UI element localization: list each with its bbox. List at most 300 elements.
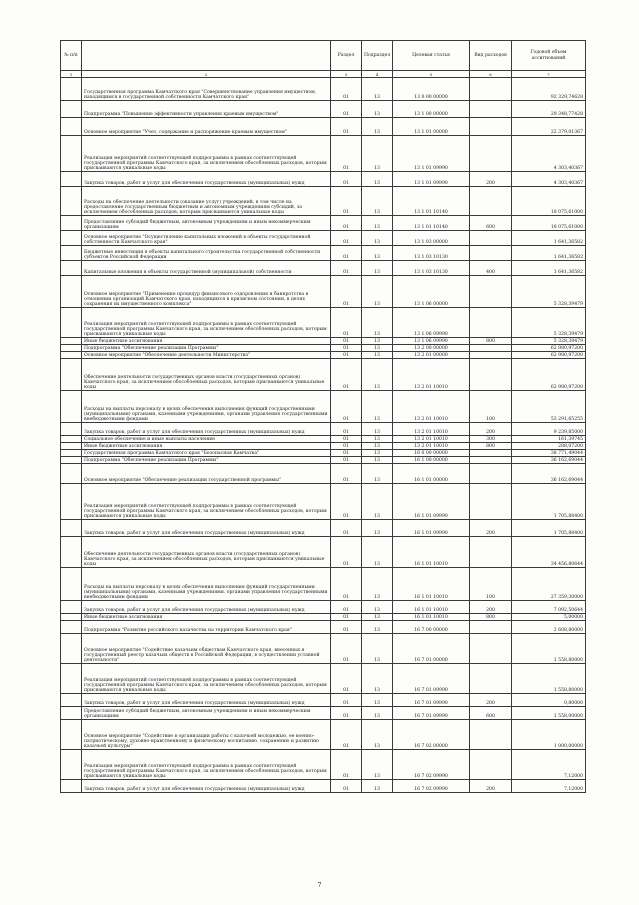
table-row (61, 780, 586, 793)
row-podrazdel-cell: 13 (362, 601, 393, 614)
row-target-cell: 13 2 01 10010 (393, 436, 470, 443)
row-target-cell: 16 1 01 00000 (393, 464, 470, 484)
row-target-cell: 13 2 01 10010 (393, 359, 470, 391)
row-razdel-cell: 01 (331, 359, 362, 391)
row-target-cell: 13 2 00 00000 (393, 345, 470, 352)
row-razdel-cell: 01 (331, 345, 362, 352)
row-podrazdel-cell: 13 (362, 520, 393, 537)
row-podrazdel-cell: 13 (362, 436, 393, 443)
row-vid-cell (470, 464, 512, 484)
row-number-cell (61, 484, 82, 520)
row-name-cell: Основное мероприятие "Учет, содержание и распоряжение краевым имуществом" (82, 118, 331, 136)
row-vid-cell (470, 118, 512, 136)
row-razdel-cell: 01 (331, 391, 362, 423)
row-razdel-cell: 01 (331, 568, 362, 601)
row-target-cell: 13 1 01 10140 (393, 216, 470, 231)
header-podrazdel: Подраздел (362, 41, 393, 71)
table-row (61, 457, 586, 464)
row-number-cell (61, 308, 82, 338)
row-target-cell: 13 1 06 00000 (393, 276, 470, 308)
table-row (61, 187, 586, 216)
column-number-row (61, 71, 586, 78)
table-row (61, 276, 586, 308)
row-name-cell: Реализация мероприятий соответствующей подпрограммы в рамках соответствующей государственной программы Камчатского края, за исключением обособленных расходов, которым присваиваются уникальные коды (82, 664, 331, 694)
row-sum-cell: 34 456,80644 (512, 537, 586, 568)
row-number-cell (61, 707, 82, 720)
row-vid-cell: 400 (470, 261, 512, 276)
row-podrazdel-cell: 13 (362, 78, 393, 101)
row-sum-cell: 161,39745 (512, 436, 586, 443)
row-podrazdel-cell: 13 (362, 261, 393, 276)
row-sum-cell: 29 348,77428 (512, 101, 586, 118)
column-number: 1 (61, 71, 82, 78)
row-target-cell: 13 1 06 09990 (393, 308, 470, 338)
column-number: 2 (82, 71, 331, 78)
table-row (61, 443, 586, 450)
row-target-cell: 16 1 01 10010 (393, 601, 470, 614)
row-vid-cell (470, 621, 512, 634)
row-number-cell (61, 231, 82, 246)
row-number-cell (61, 450, 82, 457)
row-podrazdel-cell: 13 (362, 352, 393, 359)
row-razdel-cell: 01 (331, 436, 362, 443)
row-vid-cell (470, 78, 512, 101)
row-number-cell (61, 720, 82, 750)
row-razdel-cell: 01 (331, 423, 362, 436)
row-vid-cell: 100 (470, 391, 512, 423)
table-row (61, 537, 586, 568)
row-number-cell (61, 345, 82, 352)
row-sum-cell: 7,12000 (512, 750, 586, 780)
row-name-cell: Основное мероприятие "Содействие казачьим обществам Камчатского края, внесенных в государственный реестр казачьих обществ в Российской Федерации, в осуществлении уставной деятельности" (82, 634, 331, 664)
row-sum-cell: 0,80000 (512, 694, 586, 707)
row-podrazdel-cell: 13 (362, 187, 393, 216)
row-vid-cell: 200 (470, 172, 512, 187)
row-number-cell (61, 614, 82, 621)
row-number-cell (61, 78, 82, 101)
row-number-cell (61, 664, 82, 694)
row-vid-cell: 200 (470, 780, 512, 793)
table-row (61, 246, 586, 261)
row-podrazdel-cell: 13 (362, 136, 393, 172)
row-vid-cell (470, 101, 512, 118)
row-razdel-cell: 01 (331, 621, 362, 634)
table-row (61, 664, 586, 694)
row-name-cell: Основное мероприятие "Применение процедур финансового оздоровления и банкротства в отношении организаций Камчатского края, находящихся в кризисном состоянии, в целях сохранения их имущественного комплекса" (82, 276, 331, 308)
row-vid-cell: 800 (470, 443, 512, 450)
row-razdel-cell: 01 (331, 338, 362, 345)
table-row (61, 359, 586, 391)
row-vid-cell (470, 308, 512, 338)
row-sum-cell: 62 980,97200 (512, 359, 586, 391)
row-number-cell (61, 136, 82, 172)
row-razdel-cell: 01 (331, 537, 362, 568)
row-target-cell: 16 7 01 00000 (393, 634, 470, 664)
column-number: 6 (470, 71, 512, 78)
row-razdel-cell: 01 (331, 443, 362, 450)
row-razdel-cell: 01 (331, 484, 362, 520)
row-name-cell: Закупка товаров, работ и услуг для обеспечения государственных (муниципальных) нужд (82, 601, 331, 614)
row-sum-cell: 2 608,80000 (512, 621, 586, 634)
row-name-cell: Реализация мероприятий соответствующей подпрограммы в рамках соответствующей государственной программы Камчатского края, за исключением обособленных расходов, которым присваиваются уникальные коды (82, 136, 331, 172)
row-vid-cell (470, 750, 512, 780)
row-podrazdel-cell: 13 (362, 359, 393, 391)
column-number: 5 (393, 71, 470, 78)
row-sum-cell: 1 641,36582 (512, 231, 586, 246)
row-name-cell: Подпрограмма "Повышение эффективности управления краевым имуществом" (82, 101, 331, 118)
header-name (82, 41, 331, 71)
row-podrazdel-cell: 13 (362, 621, 393, 634)
row-razdel-cell: 01 (331, 457, 362, 464)
row-podrazdel-cell: 13 (362, 246, 393, 261)
row-podrazdel-cell: 13 (362, 231, 393, 246)
row-name-cell: Реализация мероприятий соответствующей подпрограммы в рамках соответствующей государственной программы Камчатского края, за исключением обособленных расходов, которым присваиваются уникальные коды (82, 308, 331, 338)
row-razdel-cell: 01 (331, 352, 362, 359)
row-podrazdel-cell: 13 (362, 423, 393, 436)
row-razdel-cell: 01 (331, 118, 362, 136)
row-target-cell: 13 1 01 00000 (393, 118, 470, 136)
row-name-cell: Подпрограмма "Обеспечение реализации Программы" (82, 457, 331, 464)
row-razdel-cell: 01 (331, 664, 362, 694)
row-podrazdel-cell: 13 (362, 450, 393, 457)
row-number-cell (61, 423, 82, 436)
row-target-cell: 16 7 01 09990 (393, 664, 470, 694)
row-target-cell: 16 0 00 00000 (393, 450, 470, 457)
row-number-cell (61, 352, 82, 359)
row-razdel-cell: 01 (331, 707, 362, 720)
row-vid-cell: 100 (470, 568, 512, 601)
table-row (61, 345, 586, 352)
row-sum-cell: 4 303,40367 (512, 172, 586, 187)
row-target-cell: 16 1 00 00000 (393, 457, 470, 464)
row-sum-cell: 36 162,69044 (512, 457, 586, 464)
table-row (61, 621, 586, 634)
header-sum: Годовой объем ассигнований (512, 41, 586, 71)
row-number-cell (61, 187, 82, 216)
row-sum-cell: 5 328,39479 (512, 308, 586, 338)
row-name-cell: Предоставление субсидий бюджетным, автономным учреждениям и иным некоммерческим организациям (82, 216, 331, 231)
table-row (61, 720, 586, 750)
row-sum-cell: 7,12000 (512, 780, 586, 793)
row-sum-cell: 1 558,00000 (512, 707, 586, 720)
row-podrazdel-cell: 13 (362, 780, 393, 793)
table-row (61, 172, 586, 187)
row-podrazdel-cell: 13 (362, 614, 393, 621)
row-target-cell: 13 2 01 10010 (393, 423, 470, 436)
table-row (61, 352, 586, 359)
table-row (61, 464, 586, 484)
row-podrazdel-cell: 13 (362, 172, 393, 187)
row-name-cell: Иные бюджетные ассигнования (82, 338, 331, 345)
row-number-cell (61, 101, 82, 118)
row-sum-cell: 18 075,61000 (512, 187, 586, 216)
row-target-cell: 16 7 02 09990 (393, 750, 470, 780)
row-vid-cell: 200 (470, 520, 512, 537)
row-vid-cell: 600 (470, 707, 512, 720)
row-name-cell: Закупка товаров, работ и услуг для обеспечения государственных (муниципальных) нужд (82, 694, 331, 707)
row-number-cell (61, 118, 82, 136)
row-razdel-cell: 01 (331, 172, 362, 187)
row-vid-cell: 800 (470, 614, 512, 621)
row-name-cell: Подпрограмма "Развитие российского казачества на территории Камчатского края" (82, 621, 331, 634)
row-podrazdel-cell: 13 (362, 345, 393, 352)
table-row (61, 101, 586, 118)
table-body (61, 78, 586, 793)
row-name-cell: Реализация мероприятий соответствующей подпрограммы в рамках соответствующей государственной программы Камчатского края, за исключением обособленных расходов, которым присваиваются уникальные коды (82, 750, 331, 780)
row-vid-cell (470, 720, 512, 750)
row-vid-cell: 800 (470, 338, 512, 345)
row-podrazdel-cell: 13 (362, 457, 393, 464)
row-razdel-cell: 01 (331, 187, 362, 216)
row-target-cell: 13 1 01 09990 (393, 136, 470, 172)
table-row (61, 118, 586, 136)
page-number: 7 (317, 882, 322, 889)
row-number-cell (61, 750, 82, 780)
row-vid-cell (470, 634, 512, 664)
row-name-cell: Основное мероприятие "Осуществление капитальных вложений в объекты государственной собственности Камчатского края" (82, 231, 331, 246)
row-target-cell: 16 1 01 09990 (393, 484, 470, 520)
row-number-cell (61, 391, 82, 423)
row-sum-cell: 5,00000 (512, 614, 586, 621)
row-target-cell: 13 1 01 09990 (393, 172, 470, 187)
row-name-cell: Предоставление субсидий бюджетным, автономным учреждениям и иным некоммерческим организациям (82, 707, 331, 720)
row-number-cell (61, 537, 82, 568)
row-razdel-cell: 01 (331, 136, 362, 172)
table-row (61, 216, 586, 231)
row-name-cell: Закупка товаров, работ и услуг для обеспечения государственных (муниципальных) нужд (82, 423, 331, 436)
row-vid-cell (470, 276, 512, 308)
row-sum-cell: 4 303,40367 (512, 136, 586, 172)
row-name-cell: Основное мероприятие "Содействие в организации работы с казачьей молодежью, ее военно-патриотическому, духовно-нравственному и физическому воспитанию, сохранению и развитию казачьей культуры" (82, 720, 331, 750)
row-razdel-cell: 01 (331, 464, 362, 484)
row-name-cell: Расходы на выплаты персоналу в целях обеспечения выполнения функций государственными (муниципальными) органами, казенными учреждениями, органами управления государственными внебюджетными фондами (82, 391, 331, 423)
row-sum-cell: 36 162,69044 (512, 464, 586, 484)
row-target-cell: 16 7 00 00000 (393, 621, 470, 634)
row-vid-cell (470, 359, 512, 391)
row-sum-cell: 27 359,30000 (512, 568, 586, 601)
table-row (61, 391, 586, 423)
column-number: 7 (512, 71, 586, 78)
row-number-cell (61, 261, 82, 276)
row-number-cell (61, 694, 82, 707)
row-name-cell: Иные бюджетные ассигнования (82, 614, 331, 621)
row-vid-cell (470, 345, 512, 352)
row-sum-cell: 1 705,88400 (512, 484, 586, 520)
row-target-cell: 13 1 00 00000 (393, 101, 470, 118)
row-number-cell (61, 621, 82, 634)
header-num: № п/п (61, 41, 82, 71)
row-sum-cell: 1 558,80000 (512, 634, 586, 664)
row-name-cell: Обеспечение деятельности государственных органов власти (государственных органов) Камчатского края, за исключением обособленных расходов, которым присваиваются уникальные коды (82, 359, 331, 391)
row-target-cell: 16 1 01 09990 (393, 520, 470, 537)
row-razdel-cell: 01 (331, 246, 362, 261)
table-row (61, 423, 586, 436)
row-number-cell (61, 172, 82, 187)
row-podrazdel-cell: 13 (362, 537, 393, 568)
row-number-cell (61, 436, 82, 443)
row-name-cell: Закупка товаров, работ и услуг для обеспечения государственных (муниципальных) нужд (82, 520, 331, 537)
column-number: 4 (362, 71, 393, 78)
row-podrazdel-cell: 13 (362, 568, 393, 601)
column-number: 3 (331, 71, 362, 78)
row-razdel-cell: 01 (331, 308, 362, 338)
header-vid: Вид расходов (470, 41, 512, 71)
row-target-cell: 13 1 03 10130 (393, 261, 470, 276)
row-razdel-cell: 01 (331, 520, 362, 537)
row-podrazdel-cell: 13 (362, 720, 393, 750)
row-target-cell: 16 7 01 09990 (393, 694, 470, 707)
row-vid-cell: 200 (470, 601, 512, 614)
row-target-cell: 13 2 01 10010 (393, 391, 470, 423)
row-number-cell (61, 780, 82, 793)
table-row (61, 308, 586, 338)
row-razdel-cell: 01 (331, 634, 362, 664)
table-row (61, 614, 586, 621)
row-sum-cell: 5 328,39479 (512, 338, 586, 345)
row-podrazdel-cell: 13 (362, 694, 393, 707)
row-target-cell: 16 1 01 10010 (393, 614, 470, 621)
row-podrazdel-cell: 13 (362, 634, 393, 664)
row-target-cell: 13 1 03 00000 (393, 231, 470, 246)
row-sum-cell: 53 291,65255 (512, 391, 586, 423)
row-sum-cell: 62 980,97200 (512, 352, 586, 359)
table-row (61, 231, 586, 246)
row-name-cell: Закупка товаров, работ и услуг для обеспечения государственных (муниципальных) нужд (82, 172, 331, 187)
table-row (61, 601, 586, 614)
row-number-cell (61, 443, 82, 450)
row-razdel-cell: 01 (331, 601, 362, 614)
row-vid-cell (470, 457, 512, 464)
row-vid-cell (470, 537, 512, 568)
table-row (61, 634, 586, 664)
table-row (61, 78, 586, 101)
row-target-cell: 16 7 02 00000 (393, 720, 470, 750)
row-vid-cell (470, 246, 512, 261)
row-target-cell: 13 0 00 00000 (393, 78, 470, 101)
row-razdel-cell: 01 (331, 101, 362, 118)
row-target-cell: 13 2 01 10010 (393, 443, 470, 450)
row-name-cell: Социальное обеспечение и иные выплаты населению (82, 436, 331, 443)
row-target-cell: 16 1 01 10010 (393, 537, 470, 568)
row-name-cell: Закупка товаров, работ и услуг для обеспечения государственных (муниципальных) нужд (82, 780, 331, 793)
row-sum-cell: 62 980,97200 (512, 345, 586, 352)
row-sum-cell: 1 000,00000 (512, 720, 586, 750)
row-vid-cell: 200 (470, 694, 512, 707)
row-vid-cell (470, 136, 512, 172)
row-number-cell (61, 601, 82, 614)
row-podrazdel-cell: 13 (362, 443, 393, 450)
row-target-cell: 13 1 06 09990 (393, 338, 470, 345)
row-number-cell (61, 464, 82, 484)
table-row (61, 136, 586, 172)
table-row (61, 568, 586, 601)
row-name-cell: Государственная программа Камчатского края "Безопасная Камчатка" (82, 450, 331, 457)
row-vid-cell: 600 (470, 216, 512, 231)
row-name-cell: Основное мероприятие "Обеспечение деятельности Министерства" (82, 352, 331, 359)
budget-table (60, 40, 586, 793)
row-name-cell: Основное мероприятие "Обеспечение реализации государственной программы" (82, 464, 331, 484)
row-target-cell: 13 2 01 00000 (393, 352, 470, 359)
table-header-row (61, 41, 586, 71)
row-target-cell: 16 1 01 10010 (393, 568, 470, 601)
row-sum-cell: 22 379,01367 (512, 118, 586, 136)
row-target-cell: 13 1 01 10140 (393, 187, 470, 216)
table-row (61, 450, 586, 457)
table-row (61, 338, 586, 345)
table-row (61, 707, 586, 720)
row-vid-cell: 300 (470, 436, 512, 443)
table-row (61, 750, 586, 780)
row-sum-cell: 5 328,39479 (512, 276, 586, 308)
row-podrazdel-cell: 13 (362, 484, 393, 520)
row-podrazdel-cell: 13 (362, 750, 393, 780)
row-sum-cell: 1 705,88400 (512, 520, 586, 537)
row-name-cell: Реализация мероприятий соответствующей подпрограммы в рамках соответствующей государственной программы Камчатского края, за исключением обособленных расходов, которым присваиваются уникальные коды (82, 484, 331, 520)
row-number-cell (61, 216, 82, 231)
row-number-cell (61, 276, 82, 308)
row-sum-cell: 38 771,49044 (512, 450, 586, 457)
row-name-cell: Государственная программа Камчатского края "Совершенствование управления имуществом, находящимся в государственной собственности Камчатского края" (82, 78, 331, 101)
row-number-cell (61, 520, 82, 537)
row-sum-cell: 1 558,80000 (512, 664, 586, 694)
row-number-cell (61, 359, 82, 391)
row-razdel-cell: 01 (331, 720, 362, 750)
row-razdel-cell: 01 (331, 231, 362, 246)
row-name-cell: Обеспечение деятельности государственных органов власти (государственных органов) Камчатского края, за исключением обособленных расходов, которым присваиваются уникальные коды (82, 537, 331, 568)
table-row (61, 261, 586, 276)
row-podrazdel-cell: 13 (362, 276, 393, 308)
row-podrazdel-cell: 13 (362, 664, 393, 694)
row-podrazdel-cell: 13 (362, 118, 393, 136)
row-razdel-cell: 01 (331, 750, 362, 780)
row-sum-cell: 1 641,36582 (512, 261, 586, 276)
row-sum-cell: 7 092,50644 (512, 601, 586, 614)
row-number-cell (61, 568, 82, 601)
row-sum-cell: 1 641,36582 (512, 246, 586, 261)
row-vid-cell (470, 187, 512, 216)
row-name-cell: Бюджетные инвестиции в объекты капитального строительства государственной собственности субъектов Российской Федерации (82, 246, 331, 261)
row-vid-cell (470, 664, 512, 694)
row-vid-cell (470, 352, 512, 359)
row-podrazdel-cell: 13 (362, 216, 393, 231)
row-vid-cell (470, 450, 512, 457)
row-target-cell: 16 7 01 09990 (393, 707, 470, 720)
row-razdel-cell: 01 (331, 614, 362, 621)
row-name-cell: Расходы на обеспечение деятельности (оказание услуг) учреждений, в том числе на предоставление государственным бюджетным и автономным учреждениям субсидий, за исключением обособленных расходов, которым присваиваются уникальные коды (82, 187, 331, 216)
row-name-cell: Подпрограмма "Обеспечение реализации Программы" (82, 345, 331, 352)
row-razdel-cell: 01 (331, 216, 362, 231)
row-razdel-cell: 01 (331, 78, 362, 101)
row-sum-cell: 288,07200 (512, 443, 586, 450)
row-vid-cell: 200 (470, 423, 512, 436)
row-sum-cell: 18 075,61000 (512, 216, 586, 231)
table-row (61, 520, 586, 537)
row-name-cell: Капитальные вложения в объекты государственной (муниципальной) собственности (82, 261, 331, 276)
row-podrazdel-cell: 13 (362, 391, 393, 423)
row-razdel-cell: 01 (331, 276, 362, 308)
row-podrazdel-cell: 13 (362, 338, 393, 345)
table-row (61, 484, 586, 520)
row-vid-cell (470, 484, 512, 520)
row-podrazdel-cell: 13 (362, 707, 393, 720)
row-target-cell: 13 1 03 10130 (393, 246, 470, 261)
row-podrazdel-cell: 13 (362, 308, 393, 338)
row-razdel-cell: 01 (331, 694, 362, 707)
row-razdel-cell: 01 (331, 780, 362, 793)
row-podrazdel-cell: 13 (362, 101, 393, 118)
row-target-cell: 16 7 02 09990 (393, 780, 470, 793)
row-sum-cell: 9 239,85000 (512, 423, 586, 436)
